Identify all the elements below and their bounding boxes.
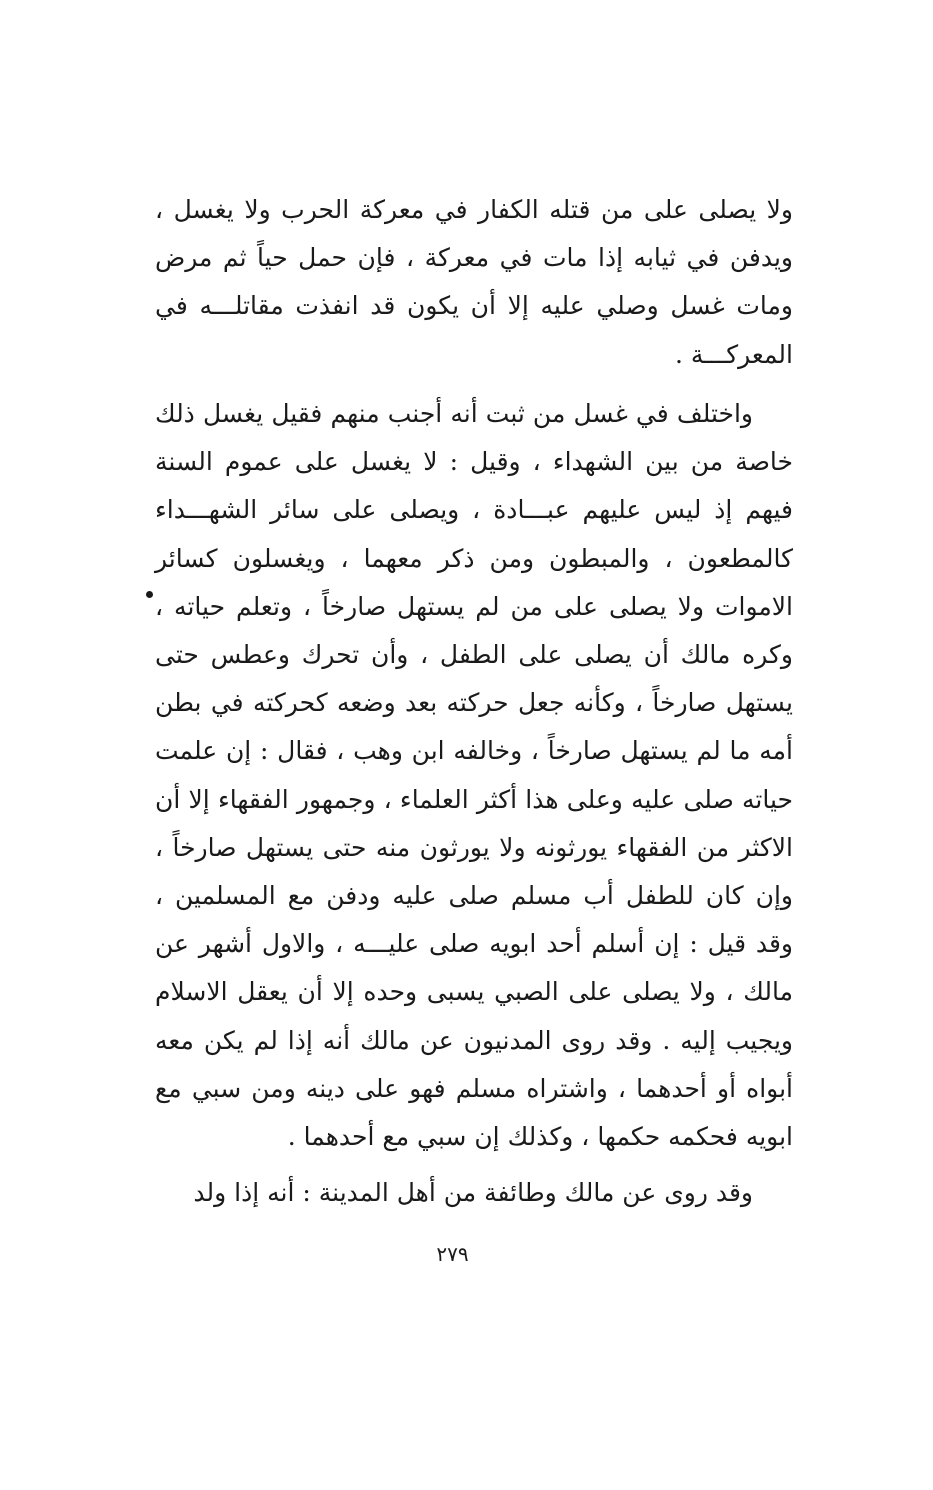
paragraph-martyr-burial: ولا يصلى على من قتله الكفار في معركة الحرب ولا يغسل ، ويدفن في ثيابه إذا مات في معركة ، فإن حمل حياً ثم مرض ومات غسل وصلي عليه إلا أن يكون قد انفذت مقاتلـــه في المعركـــة . bbox=[155, 195, 793, 369]
paragraph-continued: وقد روى عن مالك وطائفة من أهل المدينة : أنه إذا ولد bbox=[193, 1178, 753, 1207]
margin-marker bbox=[146, 591, 153, 598]
paragraph-washing-dispute: واختلف في غسل من ثبت أنه أجنب منهم فقيل يغسل ذلك خاصة من بين الشهداء ، وقيل : لا يغسل على عموم السنة فيهم إذ ليس عليهم عبـــادة ، ويصلى على سائر الشهـــداء كالمطعون ، والمبطون ومن ذكر معهما ، ويغسلون كسائر الاموات ولا يصلى على من لم يستهل صارخاً ، وتعلم حياته ، وكره مالك أن يصلى على الطفل ، وأن تحرك وعطس حتى يستهل صارخاً ، وكأنه جعل حركته بعد وضعه كحركته في بطن أمه ما لم يستهل صارخاً ، وخالفه ابن وهب ، فقال : إن علمت حياته صلى عليه وعلى هذا أكثر العلماء ، وجمهور الفقهاء إلا أن الاكثر من الفقهاء يورثونه ولا يورثون منه حتى يستهل صارخاً ، وإن كان للطفل أب مسلم صلى عليه ودفن مع المسلمين ، وقد قيل : إن أسلم أحد ابويه صلى عليـــه ، والاول أشهر عن مالك ، ولا يصلى على الصبي يسبى وحده إلا أن يعقل الاسلام ويجيب إليه . وقد روى المدنيون عن مالك أنه إذا لم يكن معه أبواه أو أحدهما ، واشتراه مسلم فهو على دينه ومن سبي مع ابويه فحكمه حكمها ، وكذلك إن سبي مع أحدهما . bbox=[155, 399, 793, 1152]
page-number: ٢٧٩ bbox=[436, 1242, 469, 1266]
